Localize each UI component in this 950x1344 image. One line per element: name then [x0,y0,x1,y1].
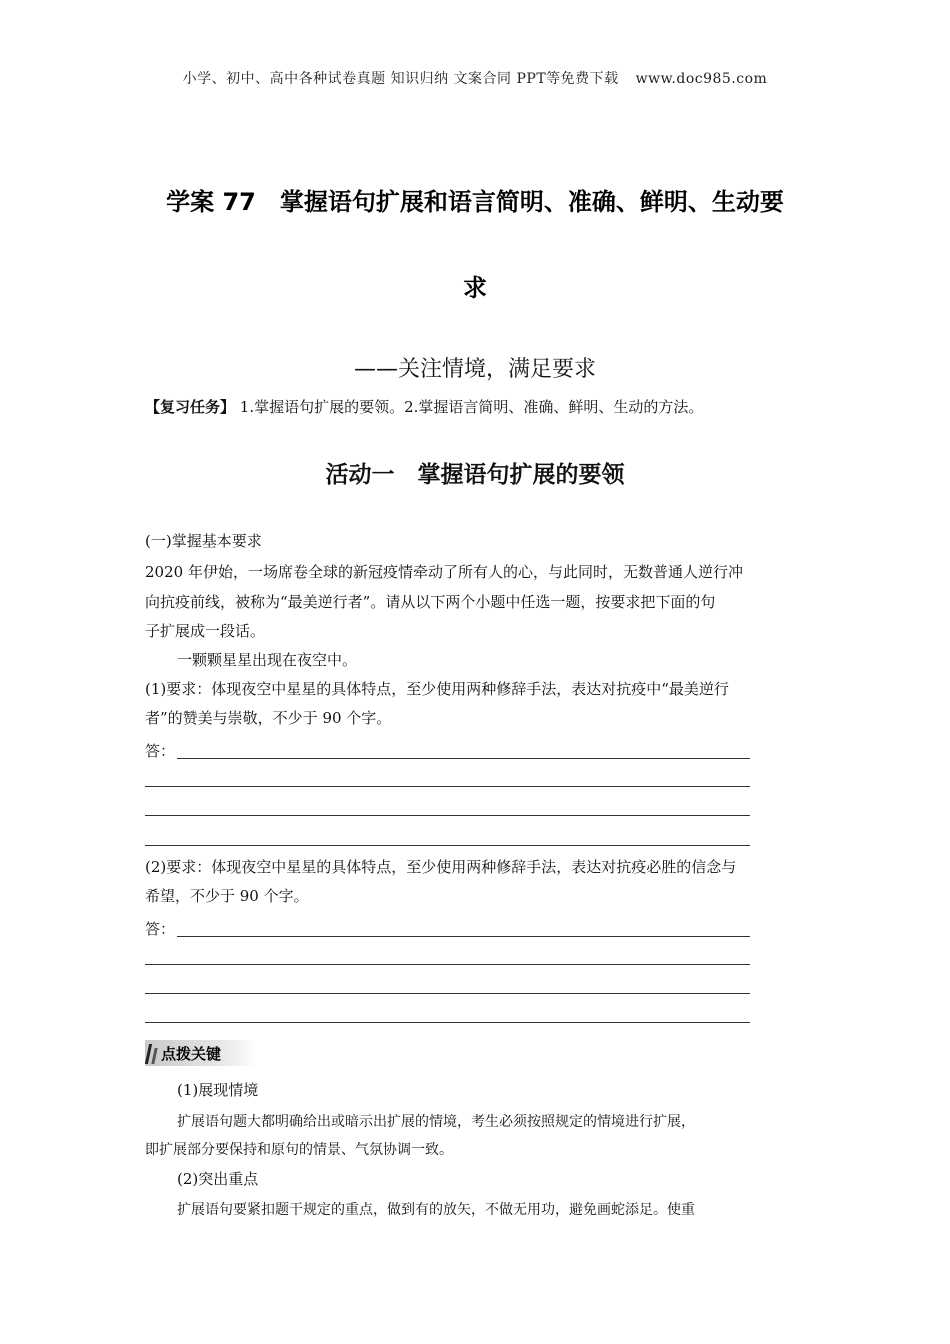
header-text: 小学、初中、高中各种试卷真题 知识归纳 文案合同 PPT等免费下载 [182,71,619,87]
subsection-heading: (一)掌握基本要求 [145,532,262,550]
target-sentence: 一颗颗星星出现在夜空中。 [177,651,358,669]
answer-label: 答： [145,742,176,760]
answer-1-input[interactable] [145,740,750,762]
question-1-line-1: (1)要求：体现夜空中星星的具体特点，至少使用两种修辞手法，表达对抗疫中“最美逆行 [145,680,729,698]
point-1-line-2: 即扩展部分要保持和原句的情景、气氛协调一致。 [145,1142,453,1158]
point-1-line-1: 扩展语句题大都明确给出或暗示出扩展的情境，考生必须按照规定的情境进行扩展， [177,1114,695,1130]
key-points-tag [145,1040,257,1066]
page-header [0,68,950,88]
point-1-heading: (1)展现情境 [177,1081,259,1099]
answer-2-input[interactable] [145,918,750,940]
answer-2-line-3[interactable] [145,993,750,994]
answer-label: 答： [145,920,176,938]
intro-line-1: 2020 年伊始，一场席卷全球的新冠疫情牵动了所有人的心，与此同时，无数普通人逆行冲 [145,563,743,581]
point-2-line-1: 扩展语句要紧扣题干规定的重点，做到有的放矢，不做无用功，避免画蛇添足。使重 [177,1202,695,1218]
answer-2-line-4[interactable] [145,1022,750,1023]
intro-line-3: 子扩展成一段话。 [145,622,266,640]
review-task-label: 【复习任务】 [145,398,236,416]
answer-2-line-2[interactable] [145,964,750,965]
question-1-line-2: 者”的赞美与崇敬，不少于 90 个字。 [145,709,392,727]
page-title-line2: 求 [463,274,487,302]
answer-line [177,936,750,937]
review-task [145,396,825,417]
activity-title: 活动一 掌握语句扩展的要领 [325,462,625,488]
page-subtitle: ——关注情境，满足要求 [353,357,596,382]
answer-1-line-4[interactable] [145,845,750,846]
intro-line-2: 向抗疫前线，被称为“最美逆行者”。请从以下两个小题中任选一题，按要求把下面的句 [145,593,716,611]
review-task-text: 1.掌握语句扩展的要领。2.掌握语言简明、准确、鲜明、生动的方法。 [239,398,704,416]
answer-1-line-2[interactable] [145,786,750,787]
answer-line [177,758,750,759]
answer-1-line-3[interactable] [145,815,750,816]
point-2-heading: (2)突出重点 [177,1170,259,1188]
tag-stripe-icon [151,1048,157,1064]
header-url[interactable]: www.doc985.com [635,71,768,87]
page-title-line1: 学案 77 掌握语句扩展和语言简明、准确、鲜明、生动要 [166,188,784,216]
key-points-tag-label: 点拨关键 [161,1045,222,1063]
question-2-line-2: 希望，不少于 90 个字。 [145,887,309,905]
question-2-line-1: (2)要求：体现夜空中星星的具体特点，至少使用两种修辞手法，表达对抗疫必胜的信念与 [145,858,737,876]
